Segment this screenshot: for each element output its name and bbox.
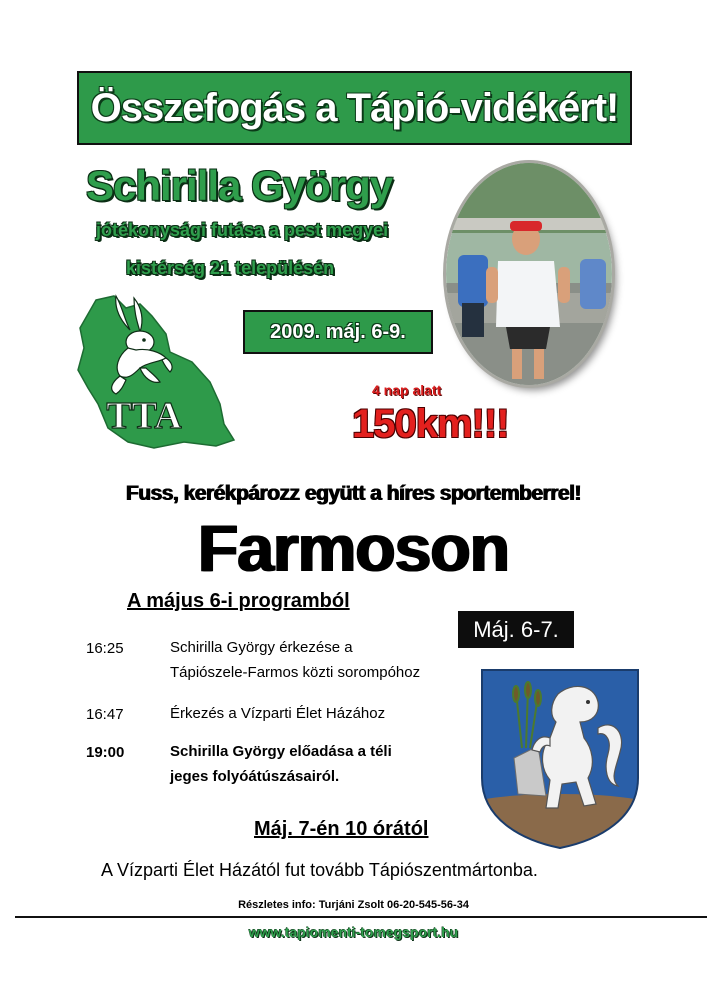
program-item [170, 701, 385, 726]
runner-photo-illustration [446, 163, 612, 385]
tta-logo [74, 290, 240, 456]
title-banner [77, 71, 632, 145]
place-name: Farmoson [197, 511, 510, 585]
days-note: 4 nap alatt [372, 382, 442, 398]
program-item-line: Schirilla György előadása a téli [170, 743, 392, 760]
next-day-description: A Vízparti Élet Házától fut tovább Tápiószentmártonba. [101, 860, 538, 880]
footer-divider [15, 916, 707, 918]
banner-title: Összefogás a Tápió-vidékért! [90, 85, 619, 130]
event-date-box [243, 310, 433, 354]
next-day-heading: Máj. 7-én 10 órától [254, 818, 429, 840]
distance: 150km!!! [352, 402, 509, 446]
program-item-line: jeges folyóátúszásairól. [170, 768, 340, 785]
farmos-coat-of-arms [480, 668, 640, 850]
program-item [170, 739, 392, 789]
slogan: Fuss, kerékpározz együtt a híres sportemberrel! [126, 482, 581, 505]
date-tag: Máj. 6-7. [458, 611, 574, 648]
runner-photo [446, 163, 612, 385]
program-heading: A május 6-i programból [127, 590, 350, 612]
runner-name: Schirilla György [86, 162, 393, 209]
subtitle-line-2: kistérség 21 településén [126, 258, 335, 278]
website-link[interactable]: www.tapiomenti-tomegsport.hu [248, 924, 459, 940]
subtitle-line-1: jótékonysági futása a pest megyei [96, 220, 389, 240]
contact-info: Részletes info: Turjáni Zsolt 06-20-545-56-34 [238, 899, 469, 911]
event-date: 2009. máj. 6-9. [270, 320, 406, 343]
program-item-line: Tápiószele-Farmos közti sorompóhoz [170, 664, 421, 681]
program-item-line: Érkezés a Vízparti Élet Házához [170, 705, 386, 722]
program-time: 16:25 [86, 640, 124, 657]
program-item [170, 635, 420, 685]
program-time: 19:00 [86, 744, 125, 761]
logo-text: TTA [106, 395, 182, 437]
program-time: 16:47 [86, 706, 124, 723]
program-item-line: Schirilla György érkezése a [170, 639, 353, 656]
